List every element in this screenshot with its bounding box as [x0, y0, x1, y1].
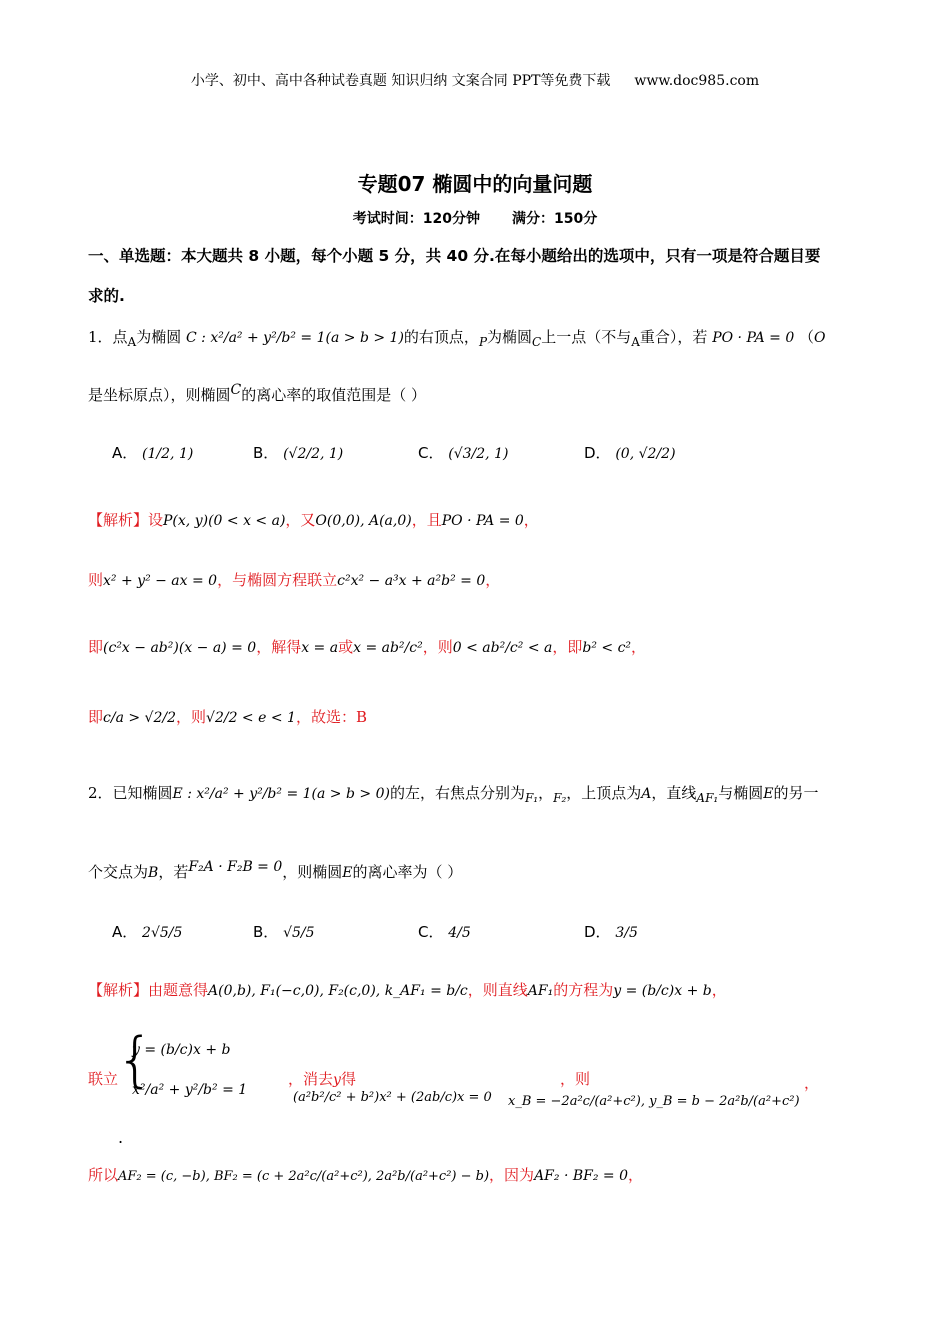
q1-text-5: 重合），若	[639, 328, 708, 346]
q2-text-1: 的左，右焦点分别为	[389, 784, 525, 802]
q1-sol-r3e: 或	[338, 638, 354, 656]
q2-point-e-2: E	[342, 865, 353, 881]
section-heading: 一、单选题：本大题共 8 小题，每个小题 5 分，共 40 分.在每小题给出的选项中，只有一项是符合题目要	[88, 247, 821, 265]
page-title: 专题07 椭圆中的向量问题	[357, 172, 593, 196]
q1-sol-r4b: c/a > √2/2	[103, 710, 177, 726]
q1-solution-tag: 【解析】设	[88, 511, 164, 529]
q1-sol-r4c: ，则	[176, 708, 207, 726]
q1-text-6: （	[799, 328, 815, 346]
q2-option-b[interactable]	[253, 921, 315, 942]
q2-option-a[interactable]	[112, 921, 182, 942]
q1-option-c[interactable]	[418, 442, 508, 463]
q2-sol-r3e: ，	[628, 1166, 644, 1184]
q2-sol-s1: A(0,b), F₁(−c,0), F₂(c,0), k_AF₁ = b/c	[208, 983, 468, 999]
q1-point-c: C	[532, 335, 542, 349]
q2-sol-r2d: (a²b²/c² + b²)x² + (2ab/c)x = 0	[293, 1090, 492, 1105]
q2-option-d[interactable]	[584, 921, 638, 942]
q1-option-d-label: D．	[584, 444, 611, 462]
q1-sol-r3h: 0 < ab²/c² < a	[452, 640, 553, 656]
q2-option-a-label: A．	[112, 923, 138, 941]
q1-sol-s3: O(0,0), A(a,0)	[315, 513, 412, 529]
q2-option-d-label: D．	[584, 923, 611, 941]
q2-option-c-label: C．	[418, 923, 444, 941]
q1-option-a[interactable]	[112, 442, 193, 463]
q2-sol-r2c: 得	[340, 1070, 356, 1088]
q2-system-eq-1: y = (b/c)x + b	[132, 1042, 231, 1058]
q2-sol-s3: AF₁	[527, 983, 554, 999]
q1-option-c-value: (√3/2, 1)	[448, 446, 509, 462]
q2-number: 2．已知椭圆	[88, 784, 173, 802]
q2-sol-r2-mid	[288, 1068, 356, 1089]
q2-sol-r2a: 联立	[88, 1070, 119, 1088]
q2-condition: F₂A · F₂B = 0	[188, 859, 283, 875]
q1-sol-r2c: ，与椭圆方程联立	[217, 571, 338, 589]
q1-option-c-label: C．	[418, 444, 444, 462]
q2-option-a-value: 2√5/5	[142, 925, 183, 941]
q1-sol-s5: PO · PA = 0	[441, 513, 524, 529]
q2-solution-line-3	[88, 1168, 643, 1183]
q1-solution-line-1	[88, 513, 539, 528]
q1-sol-r4d: √2/2 < e < 1	[206, 710, 296, 726]
q2-option-b-value: √5/5	[283, 925, 315, 941]
q1-option-d-value: (0, √2/2)	[615, 446, 676, 462]
q1-solution-line-4	[88, 710, 367, 725]
q1-sol-s6: ，	[523, 511, 539, 529]
q2-l2c: ，则椭圆	[282, 863, 343, 881]
q1-ellipse-eq: C : x²/a² + y²/b² = 1(a > b > 1)	[186, 330, 404, 346]
q2-solution-line-1	[88, 983, 727, 998]
q1-sol-r3c: ，解得	[256, 638, 302, 656]
question-2-line-1	[88, 786, 819, 804]
site-header	[0, 70, 950, 90]
q2-option-c[interactable]	[418, 921, 471, 942]
q1-sol-s4: ，且	[411, 511, 442, 529]
q2-l2b: ，若	[158, 863, 189, 881]
q1-text-3: 为椭圆	[487, 328, 533, 346]
exam-time: 考试时间：120分钟	[352, 211, 480, 227]
q2-sol-s6: ，	[711, 981, 727, 999]
q2-text-2: ，上顶点为	[566, 784, 642, 802]
q1-text-4: 上一点（不与	[541, 328, 632, 346]
q1-sol-r2a: 则	[88, 571, 104, 589]
q1-sol-r3a: 即	[88, 638, 104, 656]
q2-point-b: B	[148, 865, 159, 881]
stray-dot: .	[118, 1128, 124, 1147]
q2-sol-s2: ，则直线	[467, 981, 528, 999]
q2-sol-s4: 的方程为	[553, 981, 614, 999]
question-1-line-2	[88, 383, 426, 403]
system-brace-icon: {	[116, 1025, 155, 1095]
q1-point-a: A	[127, 335, 137, 349]
q2-option-d-value: 3/5	[615, 925, 638, 941]
q1-sol-r3g: ，则	[422, 638, 453, 656]
q2-solution-tag: 【解析】由题意得	[88, 981, 209, 999]
q1-sol-r2d: c²x² − a³x + a²b² = 0	[337, 573, 486, 589]
q2-text-5: 的另一	[773, 784, 819, 802]
q1-sol-r3k: ，	[631, 638, 647, 656]
q1-sol-r3d: x = a	[301, 640, 339, 656]
q1-sol-r3i: ，即	[552, 638, 583, 656]
q1-sol-r4e: ，故选：B	[295, 708, 367, 726]
q1-option-a-label: A．	[112, 444, 138, 462]
q2-sol-r2g: ，	[804, 1074, 820, 1092]
q2-sep: ，	[538, 784, 554, 802]
q2-sol-r2f: x_B = −2a²c/(a²+c²), y_B = b − 2a²b/(a²+c²)	[508, 1094, 800, 1109]
q1-text-1: 为椭圆	[136, 328, 182, 346]
q2-sol-r2e: ，则	[560, 1070, 591, 1088]
q1-option-b-label: B．	[253, 444, 279, 462]
q1-sol-r2b: x² + y² − ax = 0	[103, 573, 218, 589]
q1-sol-s1: P(x, y)(0 < x < a)	[163, 513, 286, 529]
q1-option-d[interactable]	[584, 442, 676, 463]
q1-option-b-value: (√2/2, 1)	[283, 446, 344, 462]
q1-text-2: 的右顶点，	[403, 328, 479, 346]
q2-sol-r2b: ，消去	[288, 1070, 334, 1088]
q2-sol-r3c: ，因为	[489, 1166, 535, 1184]
q1-sol-r3j: b² < c²	[582, 640, 632, 656]
q1-line2-text-b: 的离心率的取值范围是（ ）	[241, 386, 427, 404]
q1-option-b[interactable]	[253, 442, 343, 463]
question-1-line-1	[88, 330, 826, 348]
exam-info	[0, 208, 950, 228]
q2-sol-r3a: 所以	[88, 1166, 119, 1184]
q2-option-b-label: B．	[253, 923, 279, 941]
q2-focus-f2: F₂	[553, 791, 567, 805]
q1-sol-s2: ，又	[285, 511, 316, 529]
q1-solution-line-2	[88, 573, 500, 588]
q1-point-a-2: A	[631, 335, 640, 349]
q2-line-af1: AF₁	[696, 791, 719, 805]
section-heading-cont: 求的.	[88, 287, 125, 305]
q2-text-4: 与椭圆	[718, 784, 764, 802]
q1-sol-r2e: ，	[485, 571, 501, 589]
exam-score: 满分：150分	[512, 211, 598, 227]
q2-l2a: 个交点为	[88, 863, 149, 881]
q1-sol-r4a: 即	[88, 708, 104, 726]
q1-point-c-2: C	[230, 382, 242, 398]
q1-option-a-value: (1/2, 1)	[142, 446, 194, 462]
q2-focus-f1: F₁	[524, 791, 539, 805]
q1-number: 1．点	[88, 328, 128, 346]
q2-system-eq-2: x²/a² + y²/b² = 1	[132, 1082, 248, 1098]
q1-sol-r3f: x = ab²/c²	[353, 640, 423, 656]
q1-point-p: P	[478, 335, 488, 349]
q2-sol-r3d: AF₂ · BF₂ = 0	[534, 1168, 629, 1184]
q2-point-a: A	[641, 786, 652, 802]
q2-option-c-value: 4/5	[448, 925, 471, 941]
q1-point-o: O	[814, 330, 826, 346]
q2-sol-r2y: y	[333, 1072, 341, 1088]
q1-sol-r3b: (c²x − ab²)(x − a) = 0	[103, 640, 257, 656]
q1-condition: PO · PA = 0	[712, 330, 795, 346]
q2-point-e: E	[763, 786, 774, 802]
header-site[interactable]: www.doc985.com	[634, 73, 760, 89]
q1-solution-line-3	[88, 640, 646, 655]
q1-line2-text: 是坐标原点），则椭圆	[88, 386, 231, 404]
q2-l2d: 的离心率为（ ）	[352, 863, 463, 881]
q2-text-3: ，直线	[651, 784, 697, 802]
question-2-line-2	[88, 860, 462, 880]
q2-sol-r3b: AF₂ = (c, −b), BF₂ = (c + 2a²c/(a²+c²), 2a²b/(a²+c²) − b)	[118, 1169, 490, 1184]
q2-ellipse-eq: E : x²/a² + y²/b² = 1(a > b > 0)	[172, 786, 390, 802]
q2-sol-s5: y = (b/c)x + b	[613, 983, 712, 999]
header-text: 小学、初中、高中各种试卷真题 知识归纳 文案合同 PPT等免费下载	[190, 73, 611, 89]
